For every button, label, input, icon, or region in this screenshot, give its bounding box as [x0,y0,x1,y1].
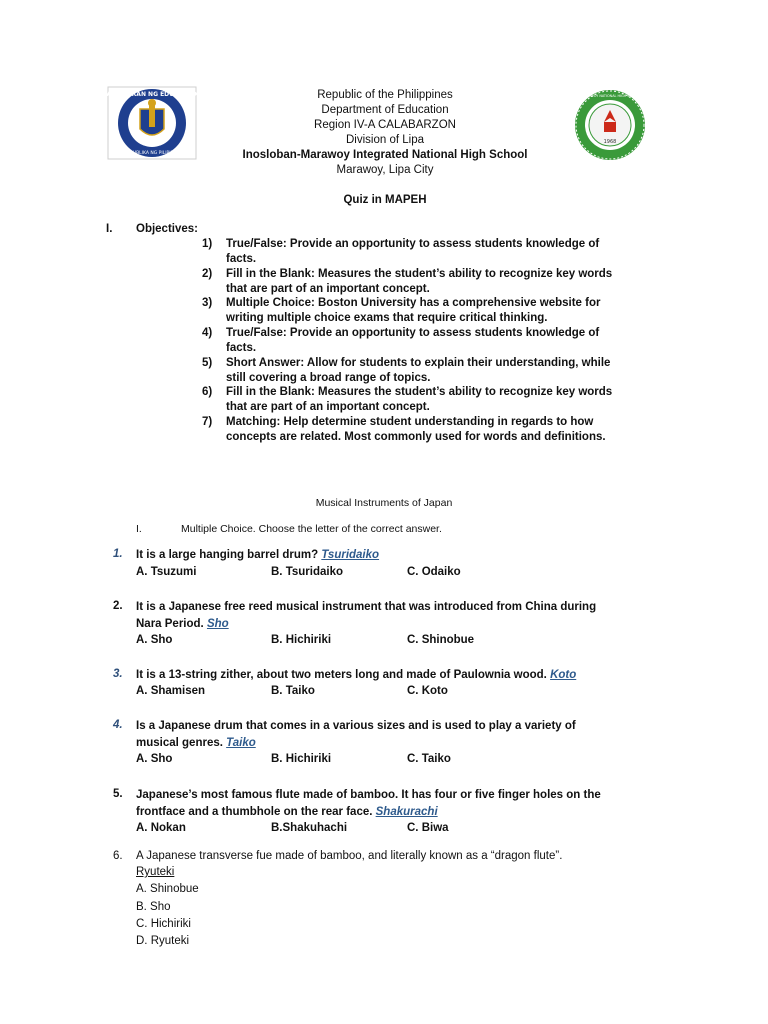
option-b: B. Taiko [271,685,315,697]
option-a: A. Shamisen [136,685,206,697]
option-c: C. Biwa [407,822,449,834]
question-text: It is a 13-string zither, about two meters long and made of Paulownia wood. Koto [136,669,577,681]
option-a: A. Shinobue [136,883,199,895]
objective-text: Matching: Help determine student understanding in regards to how [226,416,594,428]
objective-text: still covering a broad range of topics. [226,372,431,384]
option-b: B.Shakuhachi [271,822,348,834]
option-b: B. Hichiriki [271,634,332,646]
question-text-cont: frontface and a thumbhole on the rear face. Shakurachi [136,806,438,818]
objective-text: that are part of an important concept. [226,283,430,295]
objective-number: 4) [202,327,213,339]
option-a: A. Sho [136,634,173,646]
school-seal-text: INOSLOBAN-MARAWOY NATIONAL HIGH SCHOOL · LIPA CITY [559,94,661,98]
objective-text: Fill in the Blank: Measures the student’s ability to recognize key words [226,386,613,398]
header-school-name: Inosloban-Marawoy Integrated National High School [242,149,528,161]
question-text: A Japanese transverse fue made of bamboo, and literally known as a “dragon flute”. [136,850,563,862]
objectives-numeral: I. [106,223,113,235]
instruction-numeral: I. [136,523,142,535]
deped-seal-bottom-text: REPUBLIKA NG PILIPINAS [124,151,180,156]
objective-number: 5) [202,357,213,369]
objective-number: 7) [202,416,213,428]
question-number: 1. [113,548,123,560]
option-b: B. Sho [136,901,171,913]
header-line-region: Region IV-A CALABARZON [314,119,456,131]
objective-text: writing multiple choice exams that require critical thinking. [226,312,548,324]
answer-key: Sho [206,618,229,630]
question-number: 2. [113,600,123,612]
option-b: B. Tsuridaiko [271,566,343,578]
objective-number: 1) [202,238,213,250]
deped-seal-text: KAGAWARAN NG EDUKASYON [102,91,202,98]
option-a: A. Nokan [136,822,186,834]
header-line-republic: Republic of the Philippines [317,89,453,101]
objective-number: 2) [202,268,213,280]
quiz-title: Quiz in MAPEH [343,194,427,206]
objective-text: facts. [226,253,257,265]
option-c: C. Hichiriki [136,918,191,930]
option-c: C. Taiko [407,753,451,765]
objective-text: Short Answer: Allow for students to explain their understanding, while [226,357,611,369]
deped-seal-logo [102,87,202,159]
question-number: 4. [113,719,123,731]
answer-key: Taiko [226,737,256,749]
school-seal-year: 1968 [603,139,617,145]
school-seal-logo [559,88,661,162]
option-c: C. Shinobue [407,634,475,646]
answer-key: Ryuteki [136,866,175,878]
objective-text: concepts are related. Most commonly used for words and definitions. [226,431,606,443]
question-text-cont: musical genres. Taiko [136,737,256,749]
objective-number: 6) [202,386,213,398]
instruction-text: Multiple Choice. Choose the letter of the correct answer. [181,523,442,535]
question-text: Japanese’s most famous flute made of bamboo. It has four or five finger holes on the [136,789,601,801]
objective-text: that are part of an important concept. [226,401,430,413]
section-title: Musical Instruments of Japan [315,497,453,509]
objective-text: True/False: Provide an opportunity to assess students knowledge of [226,327,600,339]
question-text: Is a Japanese drum that comes in a various sizes and is used to play a variety of [136,720,576,732]
option-c: C. Odaiko [407,566,461,578]
objective-text: True/False: Provide an opportunity to assess students knowledge of [226,238,600,250]
question-text-cont: Nara Period. Sho [136,618,229,630]
question-number: 6. [113,850,123,862]
question-number: 3. [113,668,123,680]
objectives-heading: Objectives: [136,223,198,235]
question-number: 5. [113,788,123,800]
header-location: Marawoy, Lipa City [336,164,434,176]
option-a: A. Tsuzumi [136,566,197,578]
objective-number: 3) [202,297,213,309]
objective-text: Multiple Choice: Boston University has a comprehensive website for [226,297,601,309]
header-line-division: Division of Lipa [346,134,424,146]
objective-text: Fill in the Blank: Measures the student’s ability to recognize key words [226,268,613,280]
option-b: B. Hichiriki [271,753,332,765]
option-d: D. Ryuteki [136,935,190,947]
answer-key: Shakurachi [375,806,438,818]
objective-text: facts. [226,342,257,354]
answer-key: Tsuridaiko [321,549,380,561]
header-line-department: Department of Education [321,104,449,116]
answer-key: Koto [550,669,577,681]
question-text: It is a Japanese free reed musical instrument that was introduced from China during [136,601,597,613]
option-a: A. Sho [136,753,173,765]
question-text: It is a large hanging barrel drum? Tsuridaiko [136,549,380,561]
option-c: C. Koto [407,685,448,697]
